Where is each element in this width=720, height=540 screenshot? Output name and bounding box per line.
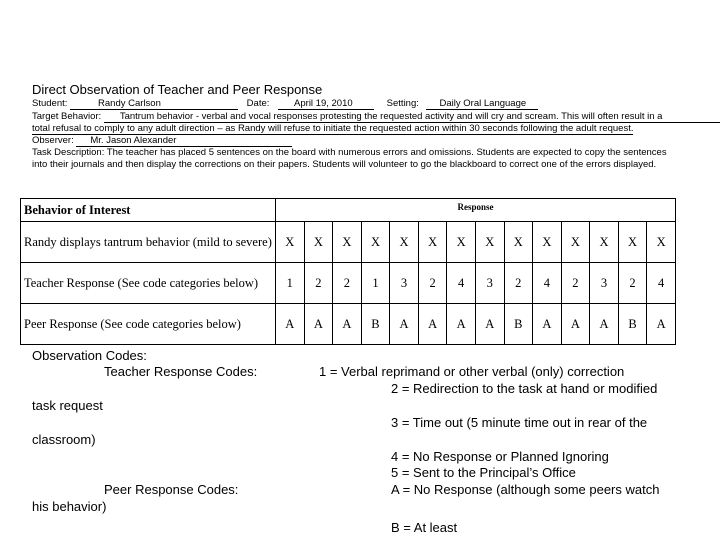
row-label-peer: Peer Response (See code categories below)	[21, 304, 276, 345]
cell: X	[475, 222, 504, 263]
student-line	[32, 98, 538, 110]
cell: X	[390, 222, 419, 263]
target-value-1: Tantrum behavior - verbal and vocal responses protesting the requested activity and will cry and scream. This will often result in a	[104, 111, 720, 123]
behavior-of-interest-header: Behavior of Interest	[21, 199, 276, 222]
date-label: Date:	[246, 98, 270, 109]
cell: 3	[390, 263, 419, 304]
cell: 4	[447, 263, 476, 304]
cell: A	[590, 304, 619, 345]
student-value: Randy Carlson	[70, 98, 238, 110]
cell: A	[304, 304, 333, 345]
response-header: Response	[276, 199, 676, 222]
cell: X	[276, 222, 305, 263]
cell: A	[418, 304, 447, 345]
cell: X	[561, 222, 590, 263]
teacher-code-5: 5 = Sent to the Principal’s Office	[391, 465, 576, 480]
date-value: April 19, 2010	[278, 98, 374, 110]
table-row	[21, 222, 676, 263]
teacher-code-3: 3 = Time out (5 minute time out in rear of the	[391, 415, 648, 430]
cell: X	[504, 222, 533, 263]
cell: 4	[533, 263, 562, 304]
task-description-1: Task Description: The teacher has placed 5 sentences on the board with numerous errors and omissions. Students are expected to copy the sentences	[32, 147, 667, 158]
cell: X	[618, 222, 647, 263]
cell: A	[561, 304, 590, 345]
task-description-2: into their journals and then display the corrections on their papers. Students will volunteer to go the blackboard to correct one of the errors displayed.	[32, 159, 657, 170]
cell: 2	[333, 263, 362, 304]
teacher-code-1: 1 = Verbal reprimand or other verbal (only) correction	[319, 364, 625, 379]
cell: A	[276, 304, 305, 345]
peer-code-a-cont: his behavior)	[32, 499, 107, 514]
cell: X	[333, 222, 362, 263]
cell: X	[647, 222, 676, 263]
cell: X	[361, 222, 390, 263]
cell: A	[333, 304, 362, 345]
peer-code-b: B = At least	[391, 520, 458, 535]
cell: B	[618, 304, 647, 345]
target-line-1	[32, 111, 720, 123]
teacher-code-2-cont: task request	[32, 398, 103, 413]
cell: 3	[475, 263, 504, 304]
target-label: Target Behavior:	[32, 111, 102, 122]
observer-line	[32, 135, 292, 147]
table-header-row	[21, 199, 676, 222]
setting-label: Setting:	[386, 98, 419, 109]
cell: A	[647, 304, 676, 345]
cell: 2	[561, 263, 590, 304]
observation-table	[20, 198, 676, 345]
table-row	[21, 304, 676, 345]
cell: X	[533, 222, 562, 263]
teacher-code-2: 2 = Redirection to the task at hand or modified	[391, 381, 658, 396]
cell: A	[390, 304, 419, 345]
cell: A	[447, 304, 476, 345]
student-label: Student:	[32, 98, 68, 109]
observer-value: Mr. Jason Alexander	[76, 135, 292, 147]
cell: 2	[304, 263, 333, 304]
cell: X	[304, 222, 333, 263]
cell: 4	[647, 263, 676, 304]
cell: A	[475, 304, 504, 345]
cell: B	[504, 304, 533, 345]
teacher-code-4: 4 = No Response or Planned Ignoring	[391, 449, 609, 464]
target-line-2	[32, 123, 633, 135]
teacher-code-3-cont: classroom)	[32, 432, 96, 447]
cell: A	[533, 304, 562, 345]
page-title: Direct Observation of Teacher and Peer Response	[32, 82, 323, 97]
row-label-behavior: Randy displays tantrum behavior (mild to severe)	[21, 222, 276, 263]
observer-label: Observer:	[32, 135, 74, 146]
cell: 3	[590, 263, 619, 304]
peer-code-a: A = No Response (although some peers watch	[391, 482, 660, 497]
setting-value: Daily Oral Language	[426, 98, 538, 110]
cell: X	[418, 222, 447, 263]
cell: 2	[618, 263, 647, 304]
cell: B	[361, 304, 390, 345]
target-value-2: total refusal to comply to any adult direction – as Randy will refuse to initiate the requested action within 30 seconds following the adult request.	[32, 123, 634, 134]
teacher-codes-heading: Teacher Response Codes:	[104, 364, 258, 379]
row-label-teacher: Teacher Response (See code categories below)	[21, 263, 276, 304]
cell: 2	[504, 263, 533, 304]
codes-heading: Observation Codes:	[32, 348, 147, 363]
cell: X	[447, 222, 476, 263]
cell: 2	[418, 263, 447, 304]
peer-codes-heading: Peer Response Codes:	[104, 482, 239, 497]
table-row	[21, 263, 676, 304]
cell: X	[590, 222, 619, 263]
cell: 1	[276, 263, 305, 304]
cell: 1	[361, 263, 390, 304]
